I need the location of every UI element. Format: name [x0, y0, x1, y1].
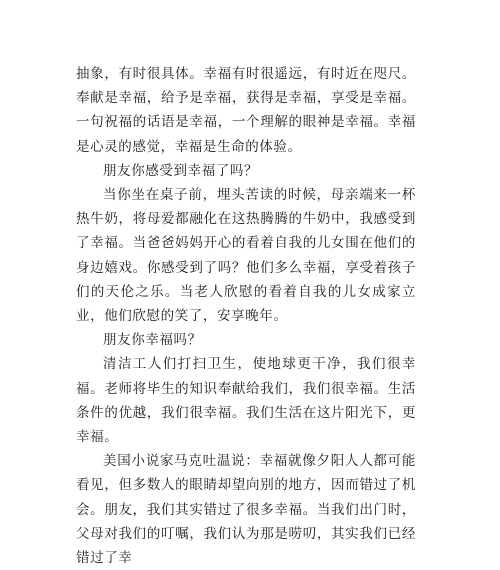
paragraph-intro: 抽象，有时很具体。幸福有时很遥远，有时近在咫尺。奉献是幸福，给予是幸福，获得是幸福，享受是幸福。一句祝福的话语是幸福，一个理解的眼神是幸福。幸福是心灵的感觉，幸福是生命的体验。 [76, 66, 416, 155]
document-body [76, 62, 416, 570]
paragraph-quote: 美国小说家马克吐温说：幸福就像夕阳人人都可能看见，但多数人的眼睛却望向别的地方，因而错过了机会。朋友，我们其实错过了很多幸福。当我们出门时，父母对我们的叮嘱，我们认为那是唠叨，其实我们已经错过了幸 [76, 453, 416, 567]
paragraph-society: 清洁工人们打扫卫生，使地球更干净，我们很幸福。老师将毕生的知识奉献给我们，我们很幸福。生活条件的优越，我们很幸福。我们生活在这片阳光下，更幸福。 [76, 356, 416, 446]
paragraph-question-1: 朋友你感受到幸福了吗？ [103, 162, 259, 179]
paragraph-question-2: 朋友你幸福吗？ [103, 332, 202, 349]
paragraph-family: 当你坐在桌子前，埋头苦读的时候，母亲端来一杯热牛奶，将母爱都融化在这热腾腾的牛奶中，我感受到了幸福。当爸爸妈妈开心的看着自我的儿女围在他们的身边嬉戏。你感受到了吗？他们多么幸福，享受着孩子们的天伦之乐。当老人欣慰的看着自我的儿女成家立业，他们欣慰的笑了，安享晚年。 [76, 187, 416, 325]
